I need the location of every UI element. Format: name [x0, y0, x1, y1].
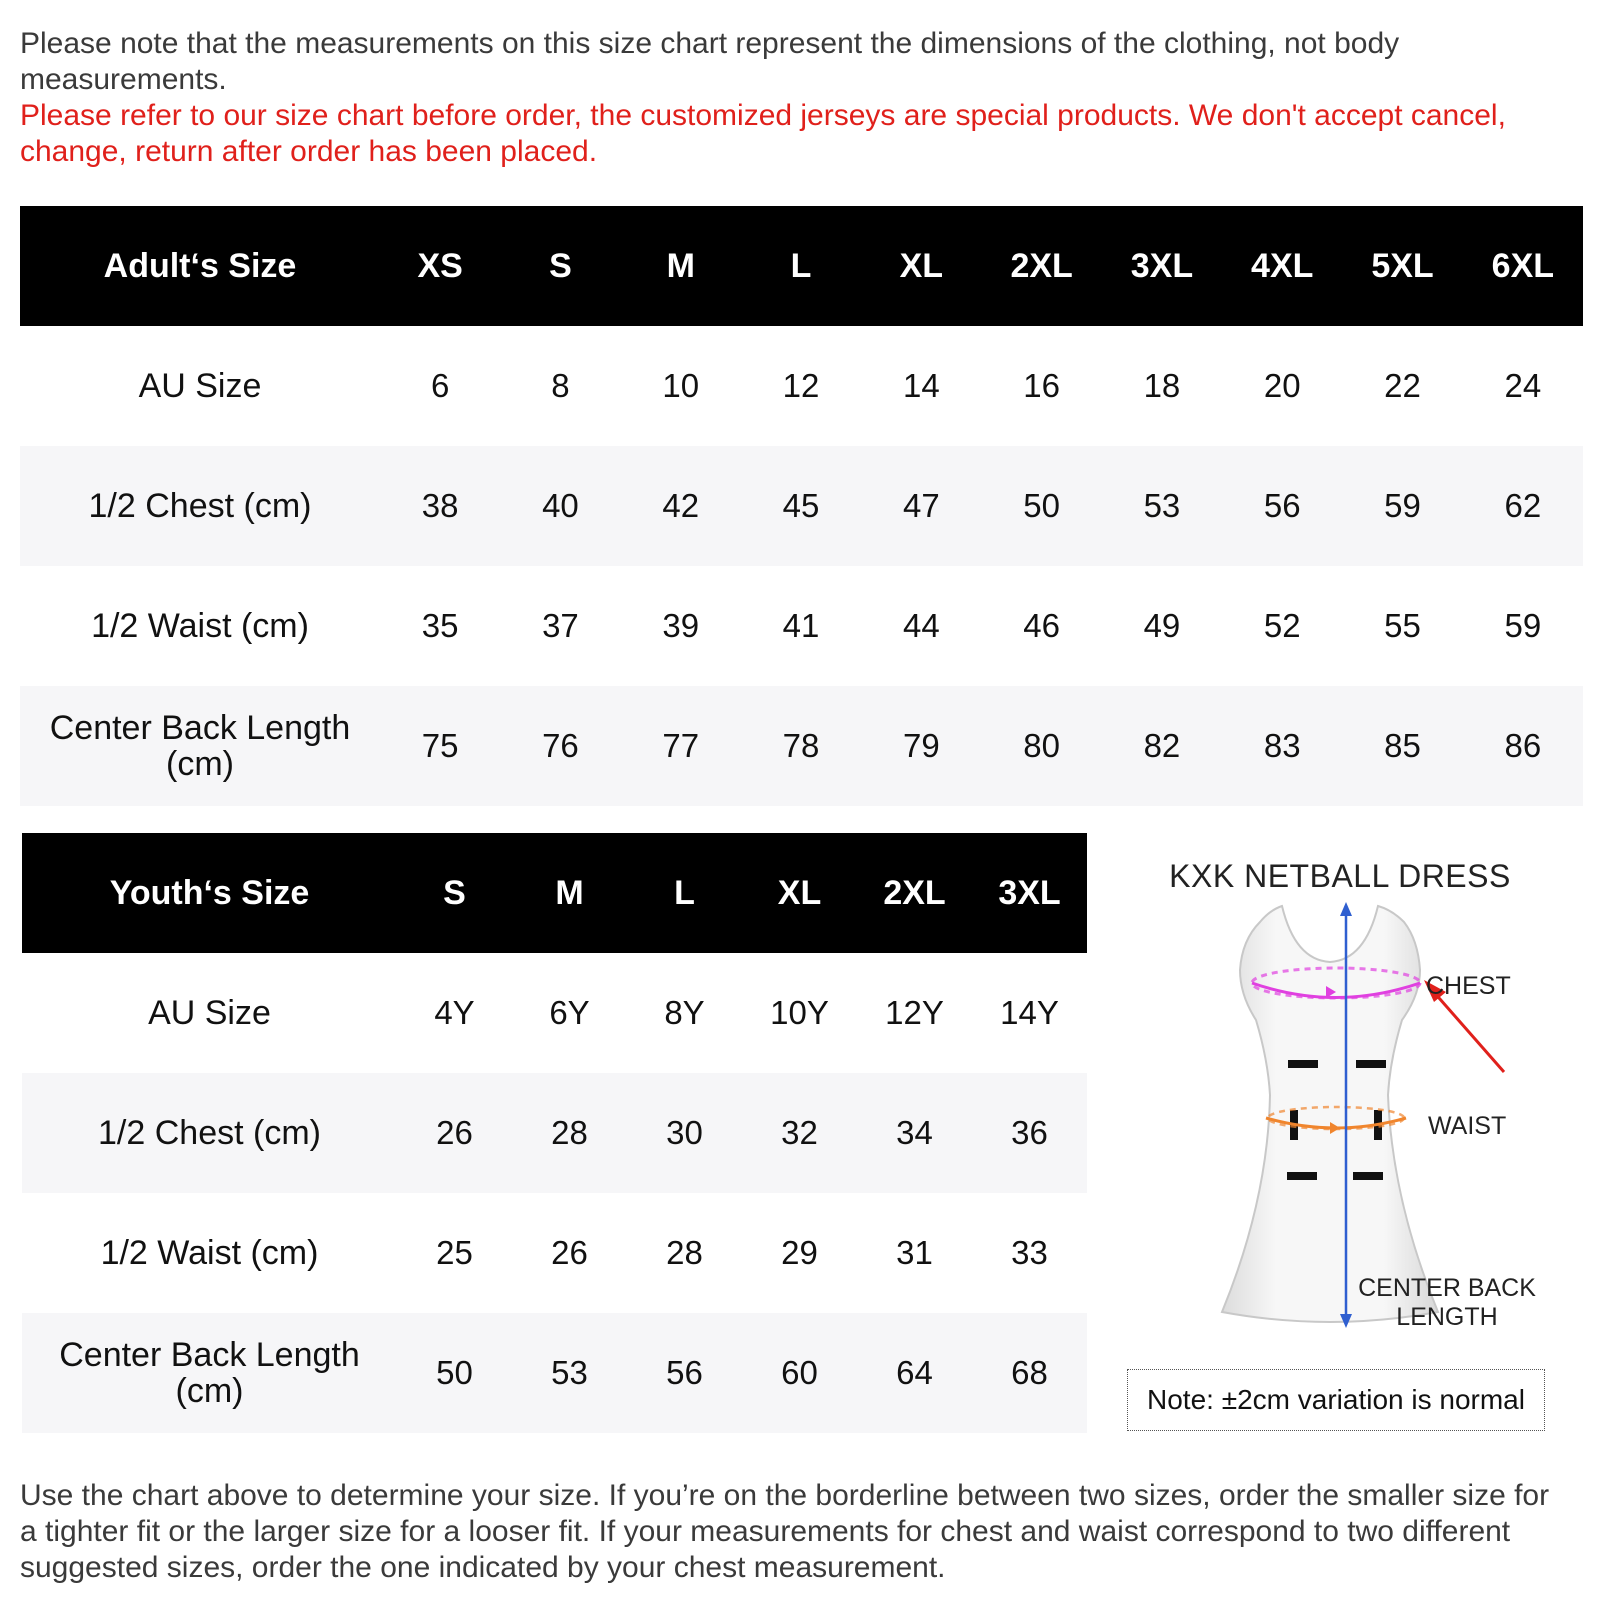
measurement-value: 8Y	[627, 953, 742, 1073]
measurement-value: 53	[1102, 446, 1222, 566]
measurement-value: 50	[981, 446, 1101, 566]
measurement-value: 38	[380, 446, 500, 566]
measurement-value: 77	[621, 686, 741, 806]
measurement-value: 68	[972, 1313, 1087, 1433]
center-back-length-label: CENTER BACK LENGTH	[1358, 1274, 1536, 1331]
measurement-value: 83	[1222, 686, 1342, 806]
measurement-value: 75	[380, 686, 500, 806]
measurement-value: 22	[1342, 326, 1462, 446]
measurement-value: 25	[397, 1193, 512, 1313]
size-header-label: Adult‘s Size	[20, 206, 380, 326]
size-column-header: XL	[742, 833, 857, 953]
measurement-label: AU Size	[20, 326, 380, 446]
dress-panel	[1287, 1172, 1317, 1180]
measurement-value: 4Y	[397, 953, 512, 1073]
measurement-value: 12	[741, 326, 861, 446]
size-column-header: S	[500, 206, 620, 326]
measurement-value: 29	[742, 1193, 857, 1313]
measurement-value: 10	[621, 326, 741, 446]
length-arrow-top-icon	[1340, 902, 1352, 916]
measurement-value: 76	[500, 686, 620, 806]
top-notes	[20, 26, 1560, 170]
measurement-value: 56	[627, 1313, 742, 1433]
table-row	[20, 326, 1583, 446]
measurement-value: 82	[1102, 686, 1222, 806]
measurement-value: 85	[1342, 686, 1462, 806]
warning-text: Please refer to our size chart before order, the customized jerseys are special products. We don't accept cancel, change, return after order has been placed.	[20, 99, 1506, 168]
size-column-header: M	[512, 833, 627, 953]
size-column-header: XS	[380, 206, 500, 326]
measurement-value: 35	[380, 566, 500, 686]
size-header-label: Youth‘s Size	[22, 833, 397, 953]
dress-diagram-title: KXK NETBALL DRESS	[1169, 858, 1511, 894]
size-column-header: L	[627, 833, 742, 953]
size-column-header: XL	[861, 206, 981, 326]
measurement-value: 80	[981, 686, 1101, 806]
chest-label: CHEST	[1426, 972, 1511, 1000]
table-row	[20, 566, 1583, 686]
measurement-value: 16	[981, 326, 1101, 446]
waist-label: WAIST	[1428, 1112, 1507, 1140]
measurement-value: 10Y	[742, 953, 857, 1073]
measurement-label: 1/2 Waist (cm)	[20, 566, 380, 686]
measurement-value: 36	[972, 1073, 1087, 1193]
table-row	[22, 1313, 1087, 1433]
measurement-value: 62	[1463, 446, 1583, 566]
measurement-value: 8	[500, 326, 620, 446]
measurement-value: 56	[1222, 446, 1342, 566]
variation-note: Note: ±2cm variation is normal	[1127, 1369, 1545, 1431]
size-column-header: 5XL	[1342, 206, 1462, 326]
measurement-value: 34	[857, 1073, 972, 1193]
measurement-value: 20	[1222, 326, 1342, 446]
measurement-value: 32	[742, 1073, 857, 1193]
disclaimer-text: Please note that the measurements on this size chart represent the dimensions of the clothing, not body measurements.	[20, 27, 1400, 96]
measurement-label: Center Back Length (cm)	[22, 1313, 397, 1433]
measurement-value: 49	[1102, 566, 1222, 686]
measurement-label: 1/2 Chest (cm)	[20, 446, 380, 566]
measurement-value: 24	[1463, 326, 1583, 446]
measurement-value: 47	[861, 446, 981, 566]
measurement-value: 6Y	[512, 953, 627, 1073]
size-column-header: M	[621, 206, 741, 326]
dress-panel	[1356, 1060, 1386, 1068]
size-column-header: L	[741, 206, 861, 326]
size-column-header: 6XL	[1463, 206, 1583, 326]
measurement-value: 37	[500, 566, 620, 686]
dress-panel	[1353, 1172, 1383, 1180]
measurement-value: 33	[972, 1193, 1087, 1313]
measurement-value: 41	[741, 566, 861, 686]
measurement-value: 26	[397, 1073, 512, 1193]
table-row	[22, 953, 1087, 1073]
measurement-value: 42	[621, 446, 741, 566]
measurement-value: 45	[741, 446, 861, 566]
measurement-value: 18	[1102, 326, 1222, 446]
measurement-value: 39	[621, 566, 741, 686]
table-row	[22, 1073, 1087, 1193]
measurement-value: 14Y	[972, 953, 1087, 1073]
measurement-value: 79	[861, 686, 981, 806]
youth-size-table	[22, 833, 1087, 1433]
measurement-value: 28	[627, 1193, 742, 1313]
measurement-value: 44	[861, 566, 981, 686]
measurement-value: 52	[1222, 566, 1342, 686]
advice-text: Use the chart above to determine your size. If you’re on the borderline between two sizes, order the smaller size for a tighter fit or the larger size for a looser fit. If your measurements for chest and waist correspond to two different suggested sizes, order the one indicated by your chest measurement.	[20, 1479, 1550, 1584]
measurement-value: 46	[981, 566, 1101, 686]
table-row	[20, 446, 1583, 566]
measurement-value: 26	[512, 1193, 627, 1313]
measurement-label: AU Size	[22, 953, 397, 1073]
size-column-header: 4XL	[1222, 206, 1342, 326]
measurement-value: 6	[380, 326, 500, 446]
adult-size-table	[20, 206, 1583, 806]
measurement-value: 78	[741, 686, 861, 806]
chest-pointer-line	[1432, 990, 1504, 1072]
measurement-value: 12Y	[857, 953, 972, 1073]
size-column-header: 3XL	[972, 833, 1087, 953]
measurement-value: 55	[1342, 566, 1462, 686]
measurement-label: 1/2 Waist (cm)	[22, 1193, 397, 1313]
measurement-value: 14	[861, 326, 981, 446]
measurement-value: 64	[857, 1313, 972, 1433]
measurement-label: Center Back Length (cm)	[20, 686, 380, 806]
measurement-value: 59	[1463, 566, 1583, 686]
measurement-value: 86	[1463, 686, 1583, 806]
measurement-label: 1/2 Chest (cm)	[22, 1073, 397, 1193]
measurement-value: 53	[512, 1313, 627, 1433]
measurement-value: 60	[742, 1313, 857, 1433]
measurement-value: 31	[857, 1193, 972, 1313]
table-row	[20, 686, 1583, 806]
dress-panel	[1288, 1060, 1318, 1068]
measurement-value: 28	[512, 1073, 627, 1193]
measurement-value: 50	[397, 1313, 512, 1433]
size-column-header: 2XL	[857, 833, 972, 953]
size-column-header: S	[397, 833, 512, 953]
table-row	[22, 1193, 1087, 1313]
measurement-value: 30	[627, 1073, 742, 1193]
size-column-header: 2XL	[981, 206, 1101, 326]
size-column-header: 3XL	[1102, 206, 1222, 326]
measurement-value: 40	[500, 446, 620, 566]
measurement-value: 59	[1342, 446, 1462, 566]
